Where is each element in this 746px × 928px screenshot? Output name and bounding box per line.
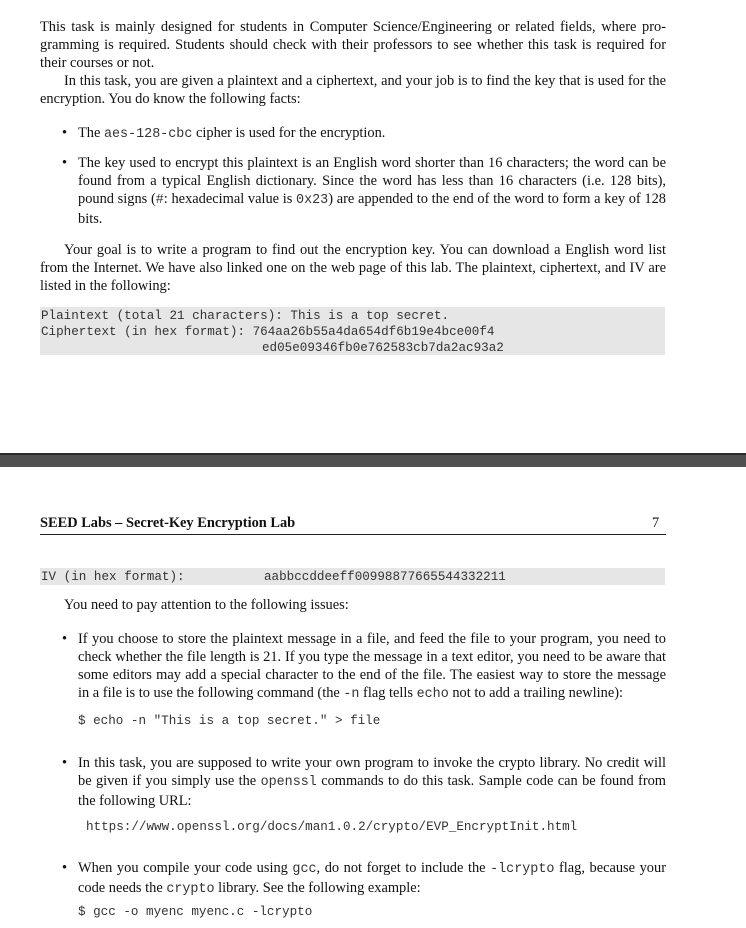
- bullet-text: If you choose to store the plaintext message in a file, and feed the file to your program, you need to check whether the file length is 21. If you type the message in a text editor, you need to be aware that some editors may add a special character to the end of the file. The easiest way to store the message in a file is to use the following command (the -n flag tells echo not to add a trailing newline):: [78, 631, 666, 702]
- iv-code-block: [40, 568, 665, 585]
- intro-paragraph: [40, 18, 666, 72]
- running-header-title: SEED Labs – Secret-Key Encryption Lab: [40, 515, 296, 531]
- inline-code: openssl: [260, 775, 317, 790]
- bullet-icon: •: [61, 755, 68, 771]
- bullet-text: The key used to encrypt this plaintext is an English word shorter than 16 characters; the word can be found from a typical English dictionary. Since the word has less than 16 characters (i.e. 128 bits), pound signs (#: hexadecimal value is 0x23) are appended to the end of the word to form a key of 128 bits.: [78, 155, 666, 227]
- bullet-icon: •: [61, 125, 68, 141]
- goal-paragraph: [40, 241, 666, 295]
- task-paragraph-text: In this task, you are given a plaintext and a ciphertext, and your job is to find the key that is used for the encryption. You do know the following facts:: [40, 73, 666, 107]
- document-page-bottom: [0, 467, 746, 928]
- header-rule: [40, 534, 666, 535]
- bullet-icon: •: [61, 860, 68, 876]
- bullet-icon: •: [61, 631, 68, 647]
- page-separator: [0, 453, 746, 467]
- issues-paragraph: [40, 596, 666, 614]
- iv-value: aabbccddeeff00998877665544332211: [264, 570, 506, 584]
- inline-code: -n: [343, 687, 360, 702]
- intro-paragraph-text: This task is mainly designed for students in Computer Science/Engineering or related fields, where pro-gramming is required. Students should check with their professors to see whether this task is required for their courses or not.: [40, 19, 666, 71]
- inline-code: echo: [416, 687, 449, 702]
- gcc-command: $ gcc -o myenc myenc.c -lcrypto: [78, 905, 313, 919]
- bullet-icon: •: [61, 155, 68, 171]
- code-block: [40, 307, 665, 355]
- inline-code: aes-128-cbc: [103, 127, 193, 142]
- bullet-text: When you compile your code using gcc, do not forget to include the -lcrypto flag, because your code needs the crypto library. See the following example:: [78, 860, 666, 897]
- inline-code: 0x23: [296, 193, 329, 208]
- iv-label: IV (in hex format):: [41, 570, 185, 584]
- bullet-text: The aes-128-cbc cipher is used for the encryption.: [78, 125, 386, 142]
- issues-paragraph-text: You need to pay attention to the following issues:: [64, 597, 349, 613]
- goal-paragraph-text: Your goal is to write a program to find out the encryption key. You can download a English word list from the Internet. We have also linked one on the web page of this lab. The plaintext, ciphertext, and IV are listed in the following:: [40, 242, 666, 294]
- inline-code: #: [155, 193, 164, 208]
- inline-code: -lcrypto: [490, 862, 555, 877]
- echo-command: $ echo -n "This is a top secret." > file: [78, 714, 381, 728]
- code-line-plaintext: Plaintext (total 21 characters): This is a top secret.: [41, 309, 450, 323]
- task-paragraph: [40, 72, 666, 108]
- sample-code-url[interactable]: https://www.openssl.org/docs/man1.0.2/crypto/EVP_EncryptInit.html: [86, 820, 578, 834]
- code-line-ciphertext: Ciphertext (in hex format): 764aa26b55a4da654df6b19e4bce00f4: [41, 325, 495, 339]
- page-number: 7: [652, 515, 660, 531]
- inline-code: crypto: [166, 882, 215, 897]
- bullet-text: In this task, you are supposed to write your own program to invoke the crypto library. No credit will be given if you simply use the openssl commands to do this task. Sample code can be found from the following URL:: [78, 755, 666, 809]
- document-page-top: [0, 0, 746, 453]
- inline-code: gcc: [292, 862, 317, 877]
- code-line-ciphertext-cont: ed05e09346fb0e762583cb7da2ac93a2: [262, 341, 504, 355]
